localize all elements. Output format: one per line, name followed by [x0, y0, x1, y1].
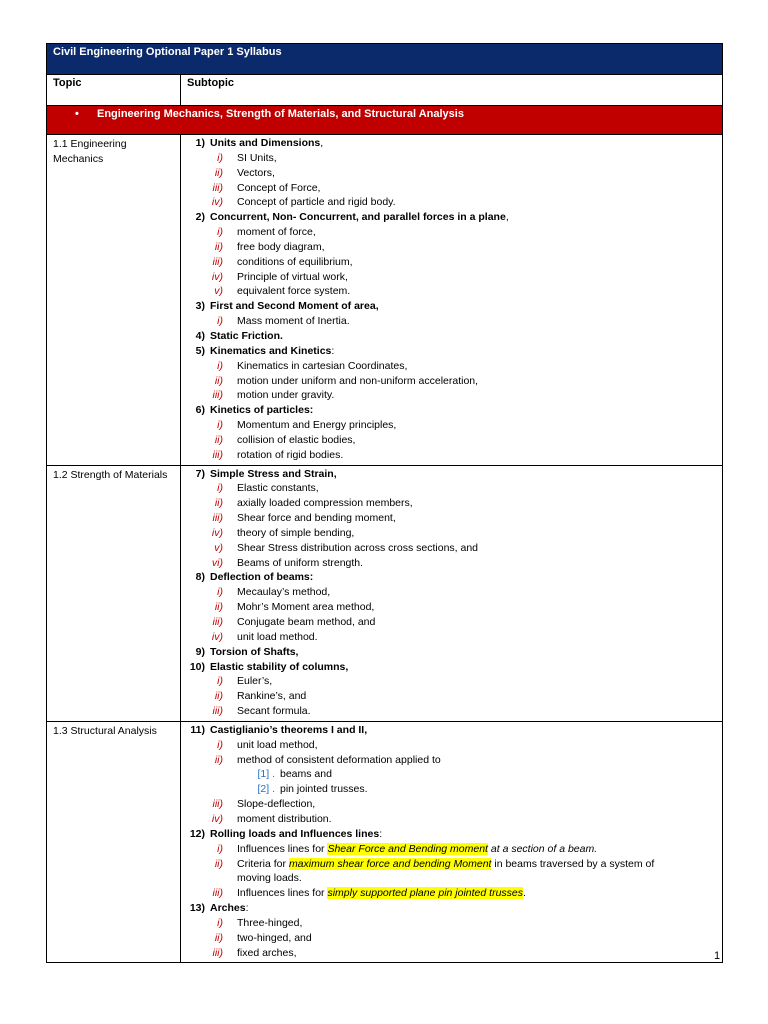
sub-item-text: [237, 931, 312, 946]
sub-item-text: [237, 600, 374, 615]
sub-item: [181, 481, 722, 496]
numbered-item: [181, 210, 722, 225]
item-title: [210, 329, 283, 344]
sub-item-text: [237, 674, 272, 689]
sub-text: axially loaded compression members,: [237, 497, 413, 510]
roman-numeral: ii): [214, 690, 223, 703]
sub-text: Slope-deflection,: [237, 798, 316, 811]
item-title-suffix: :: [379, 827, 383, 840]
roman-numeral: iv): [211, 270, 223, 283]
item-title: [210, 645, 298, 660]
sub-item-continued: [181, 871, 722, 886]
roman-numeral: iii): [212, 887, 223, 900]
roman-numeral: i): [217, 315, 223, 328]
numbered-item: [181, 723, 722, 738]
sub-item: [181, 374, 722, 389]
sub-item-text: [237, 630, 318, 645]
sub-text: Vectors,: [237, 166, 275, 179]
sub-text: unit load method,: [237, 738, 318, 751]
topic-cell: 1.2 Strength of Materials: [47, 465, 181, 721]
sub-item: [181, 418, 722, 433]
roman-numeral: i): [217, 359, 223, 372]
sub-item: [181, 359, 722, 374]
item-number: 13): [189, 902, 205, 915]
sub-item: [181, 496, 722, 511]
sub-item-text: [237, 240, 325, 255]
bracket-number: [1] .: [257, 768, 275, 781]
sub-item-text: [237, 255, 353, 270]
sub-item: [181, 388, 722, 403]
sub-item: [181, 314, 722, 329]
sub-item: [181, 674, 722, 689]
roman-numeral: iii): [212, 798, 223, 811]
sub-item-text: [237, 541, 478, 556]
numbered-item: [181, 570, 722, 585]
sub-text: collision of elastic bodies,: [237, 433, 356, 446]
sub-text: Principle of virtual work,: [237, 270, 348, 283]
sub-text: Beams of uniform strength.: [237, 556, 364, 569]
sub-item-text: [237, 585, 330, 600]
sub-item-text: [237, 615, 375, 630]
sub-item-text: [237, 166, 275, 181]
item-title-text: Units and Dimensions: [210, 137, 321, 149]
subtopic-cell: [181, 135, 723, 466]
sub-item-text: [237, 195, 396, 210]
sub-text: method of consistent deformation applied to: [237, 753, 441, 766]
roman-numeral: i): [217, 675, 223, 688]
roman-numeral: ii): [214, 753, 223, 766]
sub-text-pre: Criteria for: [237, 857, 289, 870]
sub-item: [181, 511, 722, 526]
roman-numeral: ii): [214, 166, 223, 179]
roman-numeral: iii): [212, 181, 223, 194]
sub-text: Mecaulay’s method,: [237, 586, 331, 599]
sub-text: fixed arches,: [237, 946, 297, 959]
sub-item: [181, 630, 722, 645]
sub-item: [181, 181, 722, 196]
sub-item: [181, 689, 722, 704]
nested-text: pin jointed trusses.: [280, 783, 368, 796]
roman-numeral: i): [217, 916, 223, 929]
roman-numeral: i): [217, 842, 223, 855]
sub-text: Secant formula.: [237, 705, 311, 718]
item-title-text: Elastic stability of columns,: [210, 660, 349, 673]
roman-numeral: ii): [214, 433, 223, 446]
sub-item-text: [237, 886, 526, 901]
sub-item: [181, 433, 722, 448]
roman-numeral: i): [217, 226, 223, 239]
sub-item-text: [237, 151, 277, 166]
item-title-text: Kinematics and Kinetics: [210, 344, 332, 357]
table-row: [47, 135, 723, 466]
bullet-icon: •: [75, 108, 79, 120]
item-title-suffix: ,: [505, 211, 509, 224]
item-number: 6): [195, 404, 205, 417]
sub-item-text: [237, 433, 355, 448]
numbered-item: [181, 901, 722, 916]
roman-numeral: ii): [214, 601, 223, 614]
item-number: 9): [195, 645, 205, 658]
sub-item: [181, 195, 722, 210]
sub-item: [181, 931, 722, 946]
sub-item-text: [237, 181, 320, 196]
item-title: [210, 136, 323, 151]
roman-numeral: vi): [211, 556, 223, 569]
sub-text: Shear force and bending moment,: [237, 512, 396, 525]
item-number: 10): [189, 660, 205, 673]
item-number: 3): [195, 300, 205, 313]
numbered-item: [181, 344, 722, 359]
sub-text: free body diagram,: [237, 240, 325, 253]
sub-item: [181, 842, 722, 857]
item-title-suffix: :: [245, 902, 249, 915]
roman-numeral: ii): [214, 497, 223, 510]
sub-item-text: [237, 284, 350, 299]
numbered-item: [181, 329, 722, 344]
subtopic-cell: [181, 721, 723, 963]
item-title-text: First and Second Moment of area,: [210, 300, 379, 313]
numbered-item: [181, 827, 722, 842]
sub-item-text: [237, 225, 316, 240]
sub-text-continued: moving loads.: [237, 872, 302, 885]
sub-item: [181, 857, 722, 872]
item-title-text: Kinetics of particles:: [210, 404, 314, 417]
sub-item-text: [237, 418, 396, 433]
subtopic-cell: [181, 465, 723, 721]
item-title-text: Simple Stress and Strain,: [210, 467, 337, 480]
roman-numeral: i): [217, 151, 223, 164]
sub-item: [181, 916, 722, 931]
sub-text: rotation of rigid bodies.: [237, 448, 344, 461]
highlighted-text: Shear Force and Bending moment: [327, 842, 488, 855]
sub-item-text: [237, 481, 319, 496]
roman-numeral: iv): [211, 196, 223, 209]
item-title: [210, 344, 334, 359]
item-title: [210, 570, 313, 585]
sub-text: Three-hinged,: [237, 916, 303, 929]
item-title-suffix: :: [331, 344, 335, 357]
title-row: [47, 44, 723, 75]
item-number: 5): [195, 344, 205, 357]
numbered-item: [181, 403, 722, 418]
roman-numeral: iii): [212, 389, 223, 402]
sub-item: [181, 738, 722, 753]
item-number: 2): [195, 211, 205, 224]
roman-numeral: iii): [212, 512, 223, 525]
item-title: [210, 299, 379, 314]
numbered-item: [181, 136, 722, 151]
sub-text: Momentum and Energy principles,: [237, 419, 397, 432]
item-title: [210, 210, 509, 225]
item-number: 8): [195, 571, 205, 584]
sub-text: moment distribution.: [237, 812, 332, 825]
sub-text: SI Units,: [237, 151, 277, 164]
sub-text: Concept of Force,: [237, 181, 321, 194]
sub-item: [181, 556, 722, 571]
sub-item: [181, 585, 722, 600]
roman-numeral: ii): [214, 240, 223, 253]
roman-numeral: i): [217, 482, 223, 495]
item-number: 4): [195, 329, 205, 342]
topic-cell: 1.3 Structural Analysis: [47, 721, 181, 963]
item-title-text: Castiglianio’s theorems I and II,: [210, 723, 368, 736]
sub-item: [181, 284, 722, 299]
item-number: 7): [195, 467, 205, 480]
numbered-item: [181, 467, 722, 482]
item-title-suffix: ,: [320, 137, 324, 149]
numbered-item: [181, 645, 722, 660]
item-title-text: Concurrent, Non- Concurrent, and parallel forces in a plane: [210, 211, 506, 224]
sub-item: [181, 541, 722, 556]
sub-item: [181, 812, 722, 827]
item-title: [210, 901, 249, 916]
header-row: [47, 75, 723, 106]
roman-numeral: i): [217, 419, 223, 432]
sub-text: motion under gravity.: [237, 389, 335, 402]
table-row: [47, 465, 723, 721]
item-number: 12): [189, 827, 205, 840]
sub-item-text: [237, 556, 363, 571]
item-title-text: Rolling loads and Influences lines: [210, 827, 380, 840]
sub-text-post: at a section of a beam.: [487, 842, 598, 855]
sub-text: Concept of particle and rigid body.: [237, 196, 396, 209]
sub-text: Mass moment of Inertia.: [237, 315, 350, 328]
numbered-item: [181, 299, 722, 314]
header-topic: Topic: [47, 75, 181, 106]
roman-numeral: iii): [212, 705, 223, 718]
highlighted-text: simply supported plane pin jointed trusses: [327, 887, 523, 900]
sub-text: Shear Stress distribution across cross sections, and: [237, 541, 479, 554]
roman-numeral: iv): [211, 812, 223, 825]
roman-numeral: i): [217, 586, 223, 599]
roman-numeral: v): [214, 285, 223, 298]
sub-item-text: [237, 314, 350, 329]
sub-text: two-hinged, and: [237, 931, 312, 944]
item-title: [210, 467, 337, 482]
sub-item: [181, 270, 722, 285]
sub-item: [181, 753, 722, 768]
item-title: [210, 660, 348, 675]
item-title: [210, 827, 382, 842]
item-number: 11): [190, 723, 205, 736]
sub-item-text: [237, 812, 332, 827]
sub-text-post: .: [523, 887, 526, 900]
item-title-text: Static Friction.: [210, 329, 283, 342]
sub-item-text: [237, 857, 654, 872]
sub-item-text: [237, 738, 318, 753]
sub-item: [181, 704, 722, 719]
sub-item-text: [237, 916, 302, 931]
sub-item: [181, 886, 722, 901]
sub-item-text: [237, 374, 478, 389]
sub-item: [181, 166, 722, 181]
sub-item: [181, 255, 722, 270]
roman-numeral: v): [214, 541, 223, 554]
roman-numeral: ii): [214, 857, 223, 870]
sub-item-text: [237, 526, 354, 541]
sub-item: [181, 448, 722, 463]
item-number: 1): [195, 137, 205, 149]
sub-item-text: [237, 388, 334, 403]
sub-item-text: [237, 946, 297, 961]
roman-numeral: iii): [212, 448, 223, 461]
sub-text-pre: Influences lines for: [237, 842, 328, 855]
roman-numeral: ii): [214, 931, 223, 944]
sub-text: Mohr’s Moment area method,: [237, 601, 375, 614]
topic-cell: 1.1 Engineering Mechanics: [47, 135, 181, 466]
sub-item-text: [237, 270, 348, 285]
sub-item-text: [237, 359, 407, 374]
nested-item: [181, 782, 722, 797]
page-number: 1: [714, 950, 721, 962]
bracket-number: [2] .: [257, 783, 275, 796]
sub-item-text: [237, 496, 413, 511]
roman-numeral: iii): [212, 946, 223, 959]
sub-item: [181, 225, 722, 240]
sub-text: Euler’s,: [237, 675, 273, 688]
sub-item: [181, 240, 722, 255]
sub-text: moment of force,: [237, 226, 316, 239]
sub-item-text: [237, 753, 441, 768]
sub-text: Rankine’s, and: [237, 690, 307, 703]
roman-numeral: ii): [214, 374, 223, 387]
item-title-text: Arches: [210, 902, 246, 915]
section-title: Engineering Mechanics, Strength of Materials, and Structural Analysis: [97, 108, 464, 120]
sub-item: [181, 526, 722, 541]
sub-text: motion under uniform and non-uniform acceleration,: [237, 374, 479, 387]
sub-text-pre: Influences lines for: [237, 887, 328, 900]
syllabus-table: [46, 43, 723, 963]
sub-text: Kinematics in cartesian Coordinates,: [237, 359, 408, 372]
nested-item: [181, 767, 722, 782]
sub-text-post: in beams traversed by a system of: [491, 857, 655, 870]
sub-item-text: [237, 842, 597, 857]
nested-text: beams and: [280, 768, 332, 781]
sub-item-text: [237, 797, 315, 812]
sub-item: [181, 600, 722, 615]
sub-item-text: [237, 448, 343, 463]
roman-numeral: iv): [211, 526, 223, 539]
numbered-item: [181, 660, 722, 675]
sub-text: conditions of equilibrium,: [237, 255, 353, 268]
table-title: Civil Engineering Optional Paper 1 Syllabus: [47, 44, 723, 75]
roman-numeral: iii): [212, 616, 223, 628]
sub-item-text: [237, 689, 306, 704]
roman-numeral: iv): [211, 630, 223, 643]
item-title: [210, 403, 313, 418]
table-row: [47, 721, 723, 963]
sub-text: Conjugate beam method, and: [237, 616, 376, 628]
sub-text: unit load method.: [237, 630, 318, 643]
highlighted-text: maximum shear force and bending Moment: [288, 857, 492, 870]
sub-item: [181, 797, 722, 812]
item-title-text: Deflection of beams:: [210, 571, 314, 584]
sub-text: theory of simple bending,: [237, 526, 355, 539]
sub-item: [181, 946, 722, 961]
header-subtopic: Subtopic: [181, 75, 723, 106]
roman-numeral: i): [217, 738, 223, 751]
sub-item-text: [237, 704, 311, 719]
item-title-text: Torsion of Shafts,: [210, 645, 299, 658]
sub-text: Elastic constants,: [237, 482, 319, 495]
sub-item-text: [237, 511, 396, 526]
section-row: [47, 106, 723, 135]
sub-text: equivalent force system.: [237, 285, 351, 298]
roman-numeral: iii): [212, 255, 223, 268]
item-title: [210, 723, 367, 738]
sub-item: [181, 151, 722, 166]
sub-item: [181, 615, 722, 630]
